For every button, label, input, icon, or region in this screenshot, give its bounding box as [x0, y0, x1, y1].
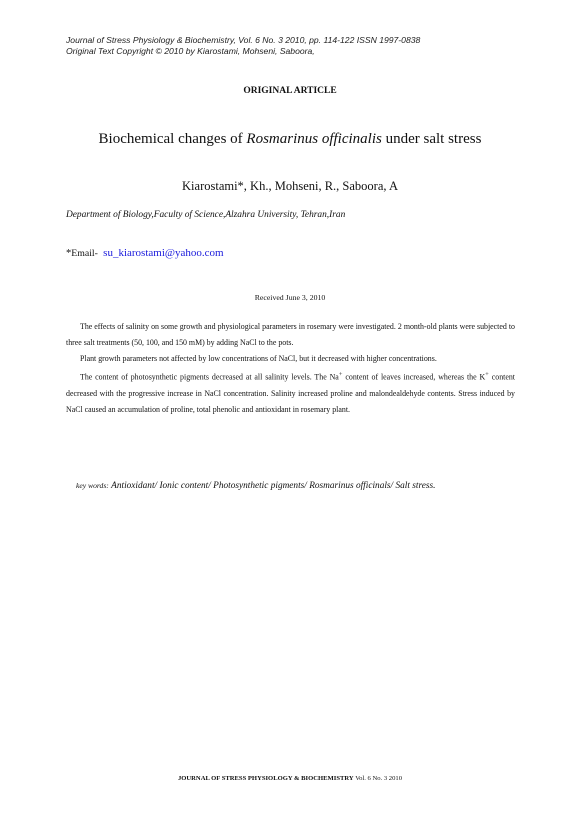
email-label: Email- [71, 248, 98, 259]
title-text-before: Biochemical changes of [98, 131, 247, 147]
potassium-charge: + [485, 371, 489, 378]
received-date: Received June 3, 2010 [254, 293, 326, 302]
keywords-list: Antioxidant/ Ionic content/ Photosynthetic pigments/ Rosmarinus officinals/ Salt stress. [111, 481, 436, 491]
sodium-charge: + [338, 371, 343, 378]
email-marker: * [66, 248, 72, 259]
paper-title [0, 131, 580, 148]
author-list: Kiarostami*, Kh., Mohseni, R., Saboora, A [182, 179, 398, 193]
abstract-paragraph-3: The content of photosynthetic pigments decreased at all salinity levels. The Na+ content of leaves increased, whereas the K+ content decreased with the progressive increase in NaCl concentration. Salinity increased proline and malondealdehyde contents. Stress induced by NaCl caused an accumulation of proline, total phenolic and antioxidant in rosemary plant. [66, 371, 515, 414]
email-line [66, 247, 224, 259]
article-type: ORIGINAL ARTICLE [243, 86, 337, 96]
abstract [66, 319, 515, 418]
header-journal-line: Journal of Stress Physiology & Biochemistry, Vol. 6 No. 3 2010, pp. 114-122 ISSN 1997-0838 [66, 35, 421, 45]
keywords-label: key words: [76, 481, 109, 490]
affiliation: Department of Biology,Faculty of Science,Alzahra University, Tehran,Iran [66, 210, 346, 220]
page-footer [0, 775, 580, 782]
abstract-paragraph-1: The effects of salinity on some growth and physiological parameters in rosemary were investigated. 2 month-old plants were subjected to three salt treatments (50, 100, and 150 mM) by adding NaCl to the pots. [66, 322, 515, 347]
running-header [66, 35, 420, 57]
title-species: Rosmarinus officinalis [246, 131, 382, 147]
keywords [76, 481, 435, 491]
header-copyright-line: Original Text Copyright © 2010 by Kiarostami, Mohseni, Saboora, [66, 46, 315, 56]
abstract-paragraph-2: Plant growth parameters not affected by low concentrations of NaCl, but it decreased with higher concentrations. [80, 354, 437, 363]
email-link[interactable]: su_kiarostami@yahoo.com [103, 247, 224, 259]
footer-journal-name: JOURNAL OF STRESS PHYSIOLOGY & BIOCHEMISTRY [177, 775, 354, 782]
title-text-after: under salt stress [381, 131, 482, 147]
footer-issue: Vol. 6 No. 3 2010 [355, 775, 402, 782]
